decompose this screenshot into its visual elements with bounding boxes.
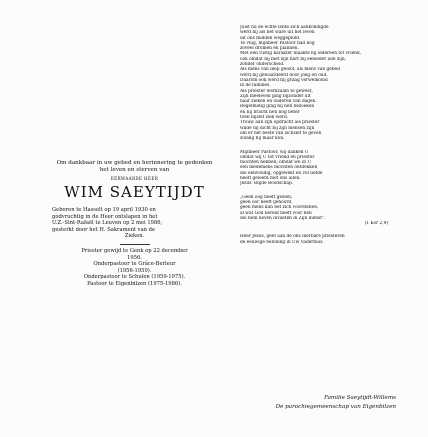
text-line: een medemens mochten ontdekken — [240, 165, 318, 171]
honorific: EERWAARDE HEER — [110, 176, 159, 181]
text-line: geen oor heeft gehoord, — [240, 199, 293, 205]
text-line: mochten hebben; omdat we in U — [240, 160, 311, 166]
career-line: Onderpastoor te Schulen (1959-1975). — [83, 274, 186, 281]
text-line: Als mens van diep geloof, als mens van gebed — [240, 67, 340, 73]
text-line: Jezus' Blijde Boodschap. — [240, 181, 294, 187]
text-line: zolang hij maar kon. — [240, 136, 285, 142]
career-line: Pastoor te Eigenbilzen (1975-1986). — [87, 280, 182, 287]
bio-line: U.Z.-Sint-Rafaël te Leuven op 2 mei 1986, — [52, 220, 163, 227]
text-line: zoveel dromen en plannen. — [240, 46, 299, 52]
text-line: toen hijzelf ziek werd. — [240, 115, 289, 121]
text-line: omdat wij U tot vriend en priester — [240, 154, 315, 160]
text-line: Te vlug, mijnheer Pastoor had nog — [240, 40, 315, 46]
scripture-quote — [240, 195, 388, 227]
career-line: Priester gewijd te Genk op 22 december — [81, 247, 188, 254]
text-line: Met een rustig karakter maakte hij iedereen tot vriend, — [240, 51, 362, 57]
text-line: die eenvoudig, opgewekt en vol liefde — [240, 170, 323, 176]
text-line: ook omdat hij met zijn hart bij eenieder alle zijn, — [240, 56, 346, 62]
bio-line: Geboren te Hasselt op 19 april 1930 en — [52, 207, 156, 213]
text-line: die hem lieven invaeten in Zijn dienst". — [240, 215, 326, 221]
text-line: (1 Kor 2,9) — [364, 221, 388, 227]
deceased-name: WIM SAEYTIJDT — [64, 183, 205, 201]
divider — [120, 244, 150, 245]
text-line: Regelmatig ging hij hen bezoeken — [240, 104, 315, 110]
text-line: Als priester werkzaam te gewest, — [240, 88, 313, 94]
text-line: werd hij als het ware uit het leven — [240, 30, 315, 36]
text-line: zonder onderscheid. — [240, 62, 285, 68]
bio-line: gesterkt door het H. Sakrament van de — [52, 226, 156, 233]
text-line: Trouw aan zijn opdracht als priester — [240, 120, 320, 126]
text-line: wilde hij dicht bij zijn mensen zijn — [240, 125, 315, 131]
text-line: al wat God bereid heeft voor hen — [240, 210, 312, 216]
family-signature: Familie Saeytijdt-Willems — [324, 395, 396, 401]
career-line: 1956. — [127, 254, 142, 261]
biography — [52, 207, 217, 240]
intro-text: Om dankbaar in uw gebed en herinnering te gedenken het leven en sterven van — [56, 160, 213, 173]
career-line: Onderpastoor te Grâce-Berleur — [93, 261, 176, 268]
text-line: in de families. — [240, 83, 271, 89]
career-list — [52, 248, 217, 288]
text-line: werd hij gewaardeerd door jong en oud. — [240, 72, 328, 78]
left-column — [52, 160, 217, 288]
text-line: Heer Jezus, geef aan de ons dierbare priesteren — [240, 234, 345, 240]
career-line: (1956-1959). — [117, 267, 152, 274]
text-line: Juist nu de echte lente zich aankondigde — [240, 25, 329, 30]
text-line: naar zieken en ouderen van dagen. — [240, 99, 317, 105]
text-line: en hij bracht hen nog beter — [240, 109, 300, 115]
text-line: om er het beste van zichzelf te geven — [240, 130, 322, 136]
text-line: de eeuwige beloning in Uw Vaderhuis. — [240, 239, 324, 245]
text-line: heeft geleefd met ons allen. — [240, 176, 301, 182]
tribute-paragraph — [240, 25, 388, 142]
text-line: Zijn meeleven ging bijzonder uit — [240, 93, 311, 99]
text-line: „Geen oog heeft gezien, — [240, 194, 293, 200]
right-column — [240, 25, 388, 253]
text-line: uit ons midden weggeplukt. — [240, 35, 301, 41]
bio-line: godvruchtig in de Heer ontslapen in het — [52, 213, 158, 220]
text-line: Daarom ook werd hij graag verwelkomd — [240, 77, 328, 83]
parish-signature: De parochiegemeenschap van Eigenbilzen — [275, 404, 396, 410]
text-line: Mijnheer Pastoor, wij danken U — [240, 149, 309, 155]
text-line: geen mens kan het zich voorstellen, — [240, 205, 319, 211]
closing-prayer — [240, 234, 388, 245]
bio-line: Zieken. — [124, 233, 145, 240]
thanks-paragraph — [240, 150, 388, 187]
